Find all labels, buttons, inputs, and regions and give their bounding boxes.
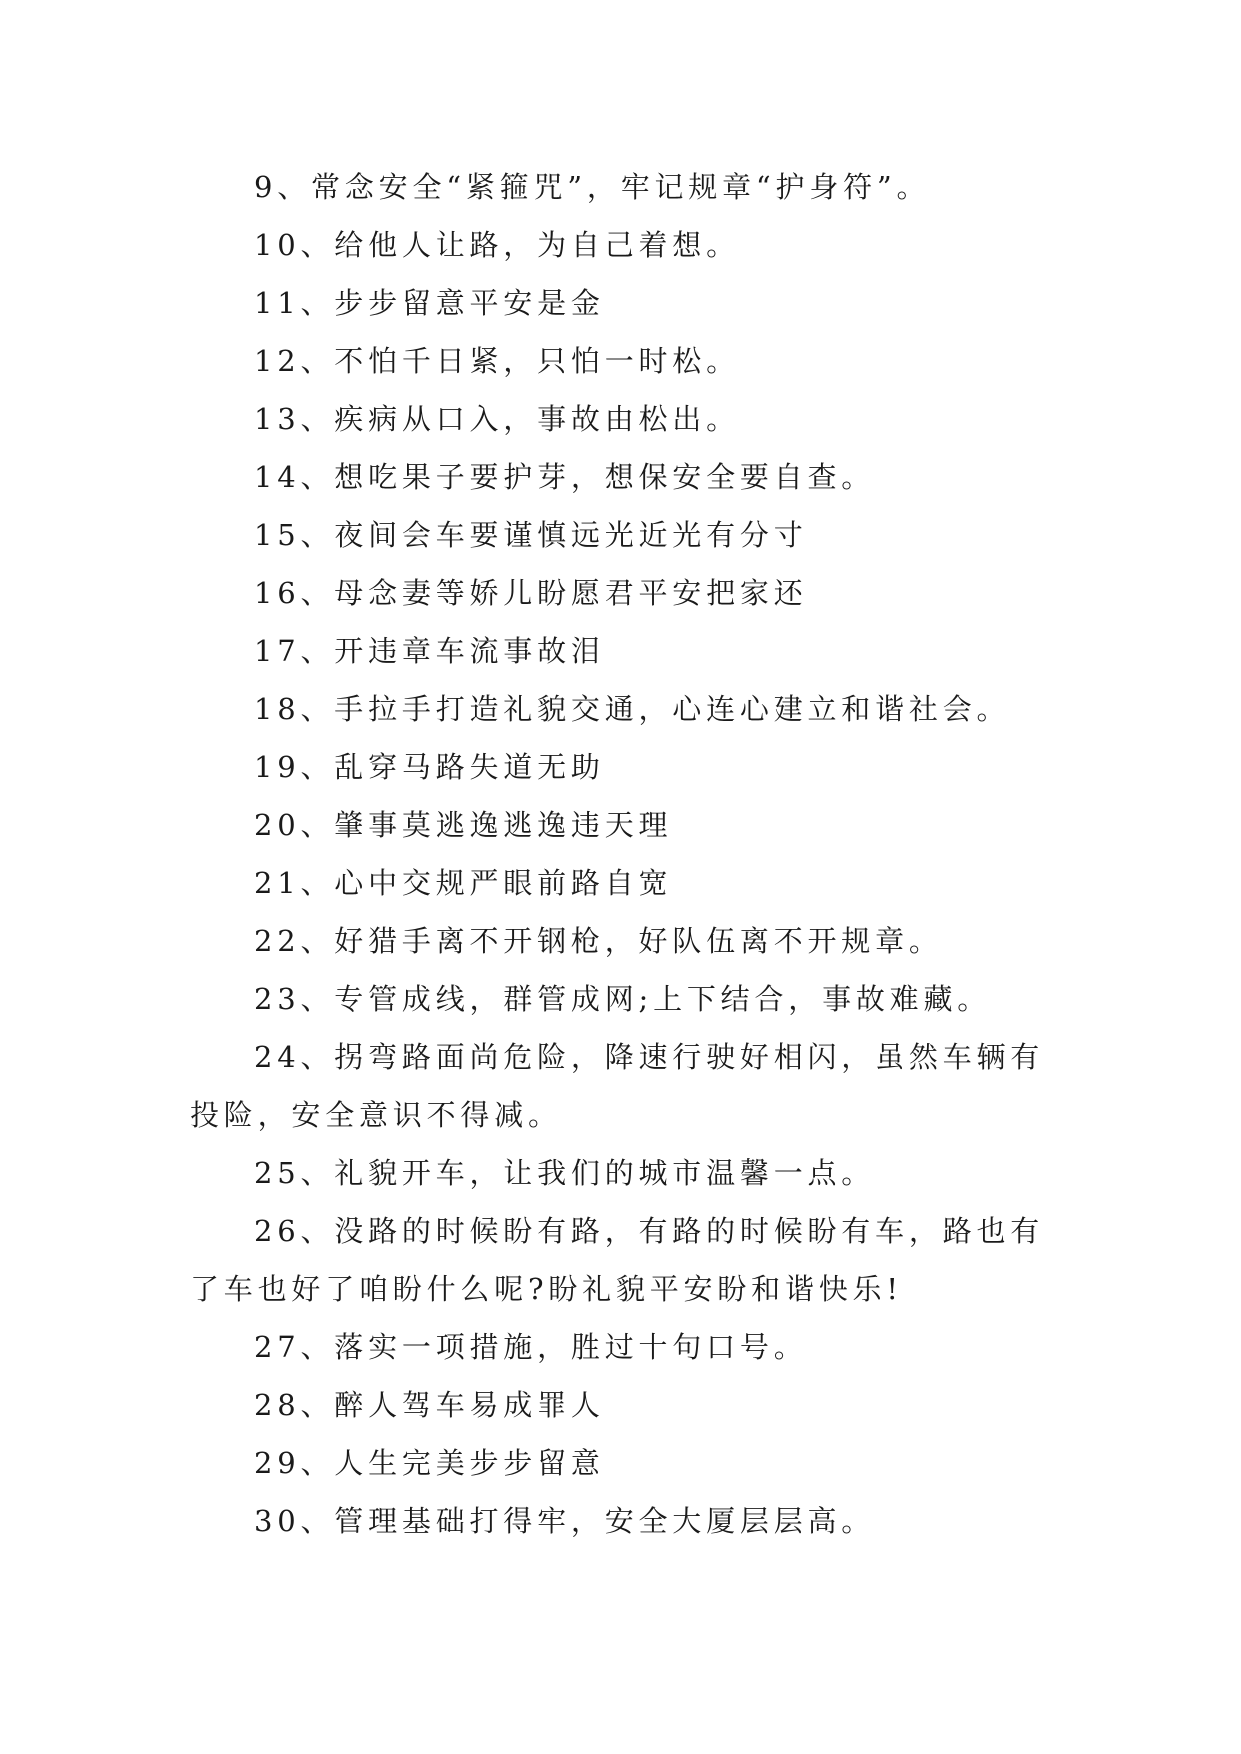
slogan-21: 21、心中交规严眼前路自宽 (254, 866, 673, 900)
slogan-23: 23、专管成线，群管成网;上下结合，事故难藏。 (254, 982, 992, 1016)
slogan-10: 10、给他人让路，为自己着想。 (254, 228, 740, 262)
slogan-25: 25、礼貌开车，让我们的城市温馨一点。 (254, 1156, 876, 1190)
slogan-22: 22、好猎手离不开钢枪，好队伍离不开规章。 (254, 924, 943, 958)
slogan-15: 15、夜间会车要谨慎远光近光有分寸 (254, 518, 808, 552)
slogan-11: 11、步步留意平安是金 (254, 286, 605, 320)
slogan-29: 29、人生完美步步留意 (254, 1446, 605, 1480)
slogan-26: 26、没路的时候盼有路，有路的时候盼有车，路也有了车也好了咱盼什么呢?盼礼貌平安盼和谐快乐! (190, 1214, 1045, 1306)
slogan-20: 20、肇事莫逃逸逃逸违天理 (254, 808, 673, 842)
slogan-24: 24、拐弯路面尚危险，降速行驶好相闪，虽然车辆有投险，安全意识不得减。 (190, 1040, 1045, 1132)
slogan-12: 12、不怕千日紧，只怕一时松。 (254, 344, 740, 378)
slogan-14: 14、想吃果子要护芽，想保安全要自查。 (254, 460, 876, 494)
slogan-18: 18、手拉手打造礼貌交通，心连心建立和谐社会。 (254, 692, 1011, 726)
slogan-30: 30、管理基础打得牢，安全大厦层层高。 (254, 1504, 876, 1538)
document-body (190, 158, 1052, 1550)
slogan-13: 13、疾病从口入，事故由松出。 (254, 402, 740, 436)
slogan-28: 28、醉人驾车易成罪人 (254, 1388, 605, 1422)
slogan-16: 16、母念妻等娇儿盼愿君平安把家还 (254, 576, 808, 610)
slogan-19: 19、乱穿马路失道无助 (254, 750, 605, 784)
slogan-27: 27、落实一项措施，胜过十句口号。 (254, 1330, 808, 1364)
slogan-9: 9、常念安全“紧箍咒”，牢记规章“护身符”。 (254, 170, 931, 204)
slogan-17: 17、开违章车流事故泪 (254, 634, 605, 668)
